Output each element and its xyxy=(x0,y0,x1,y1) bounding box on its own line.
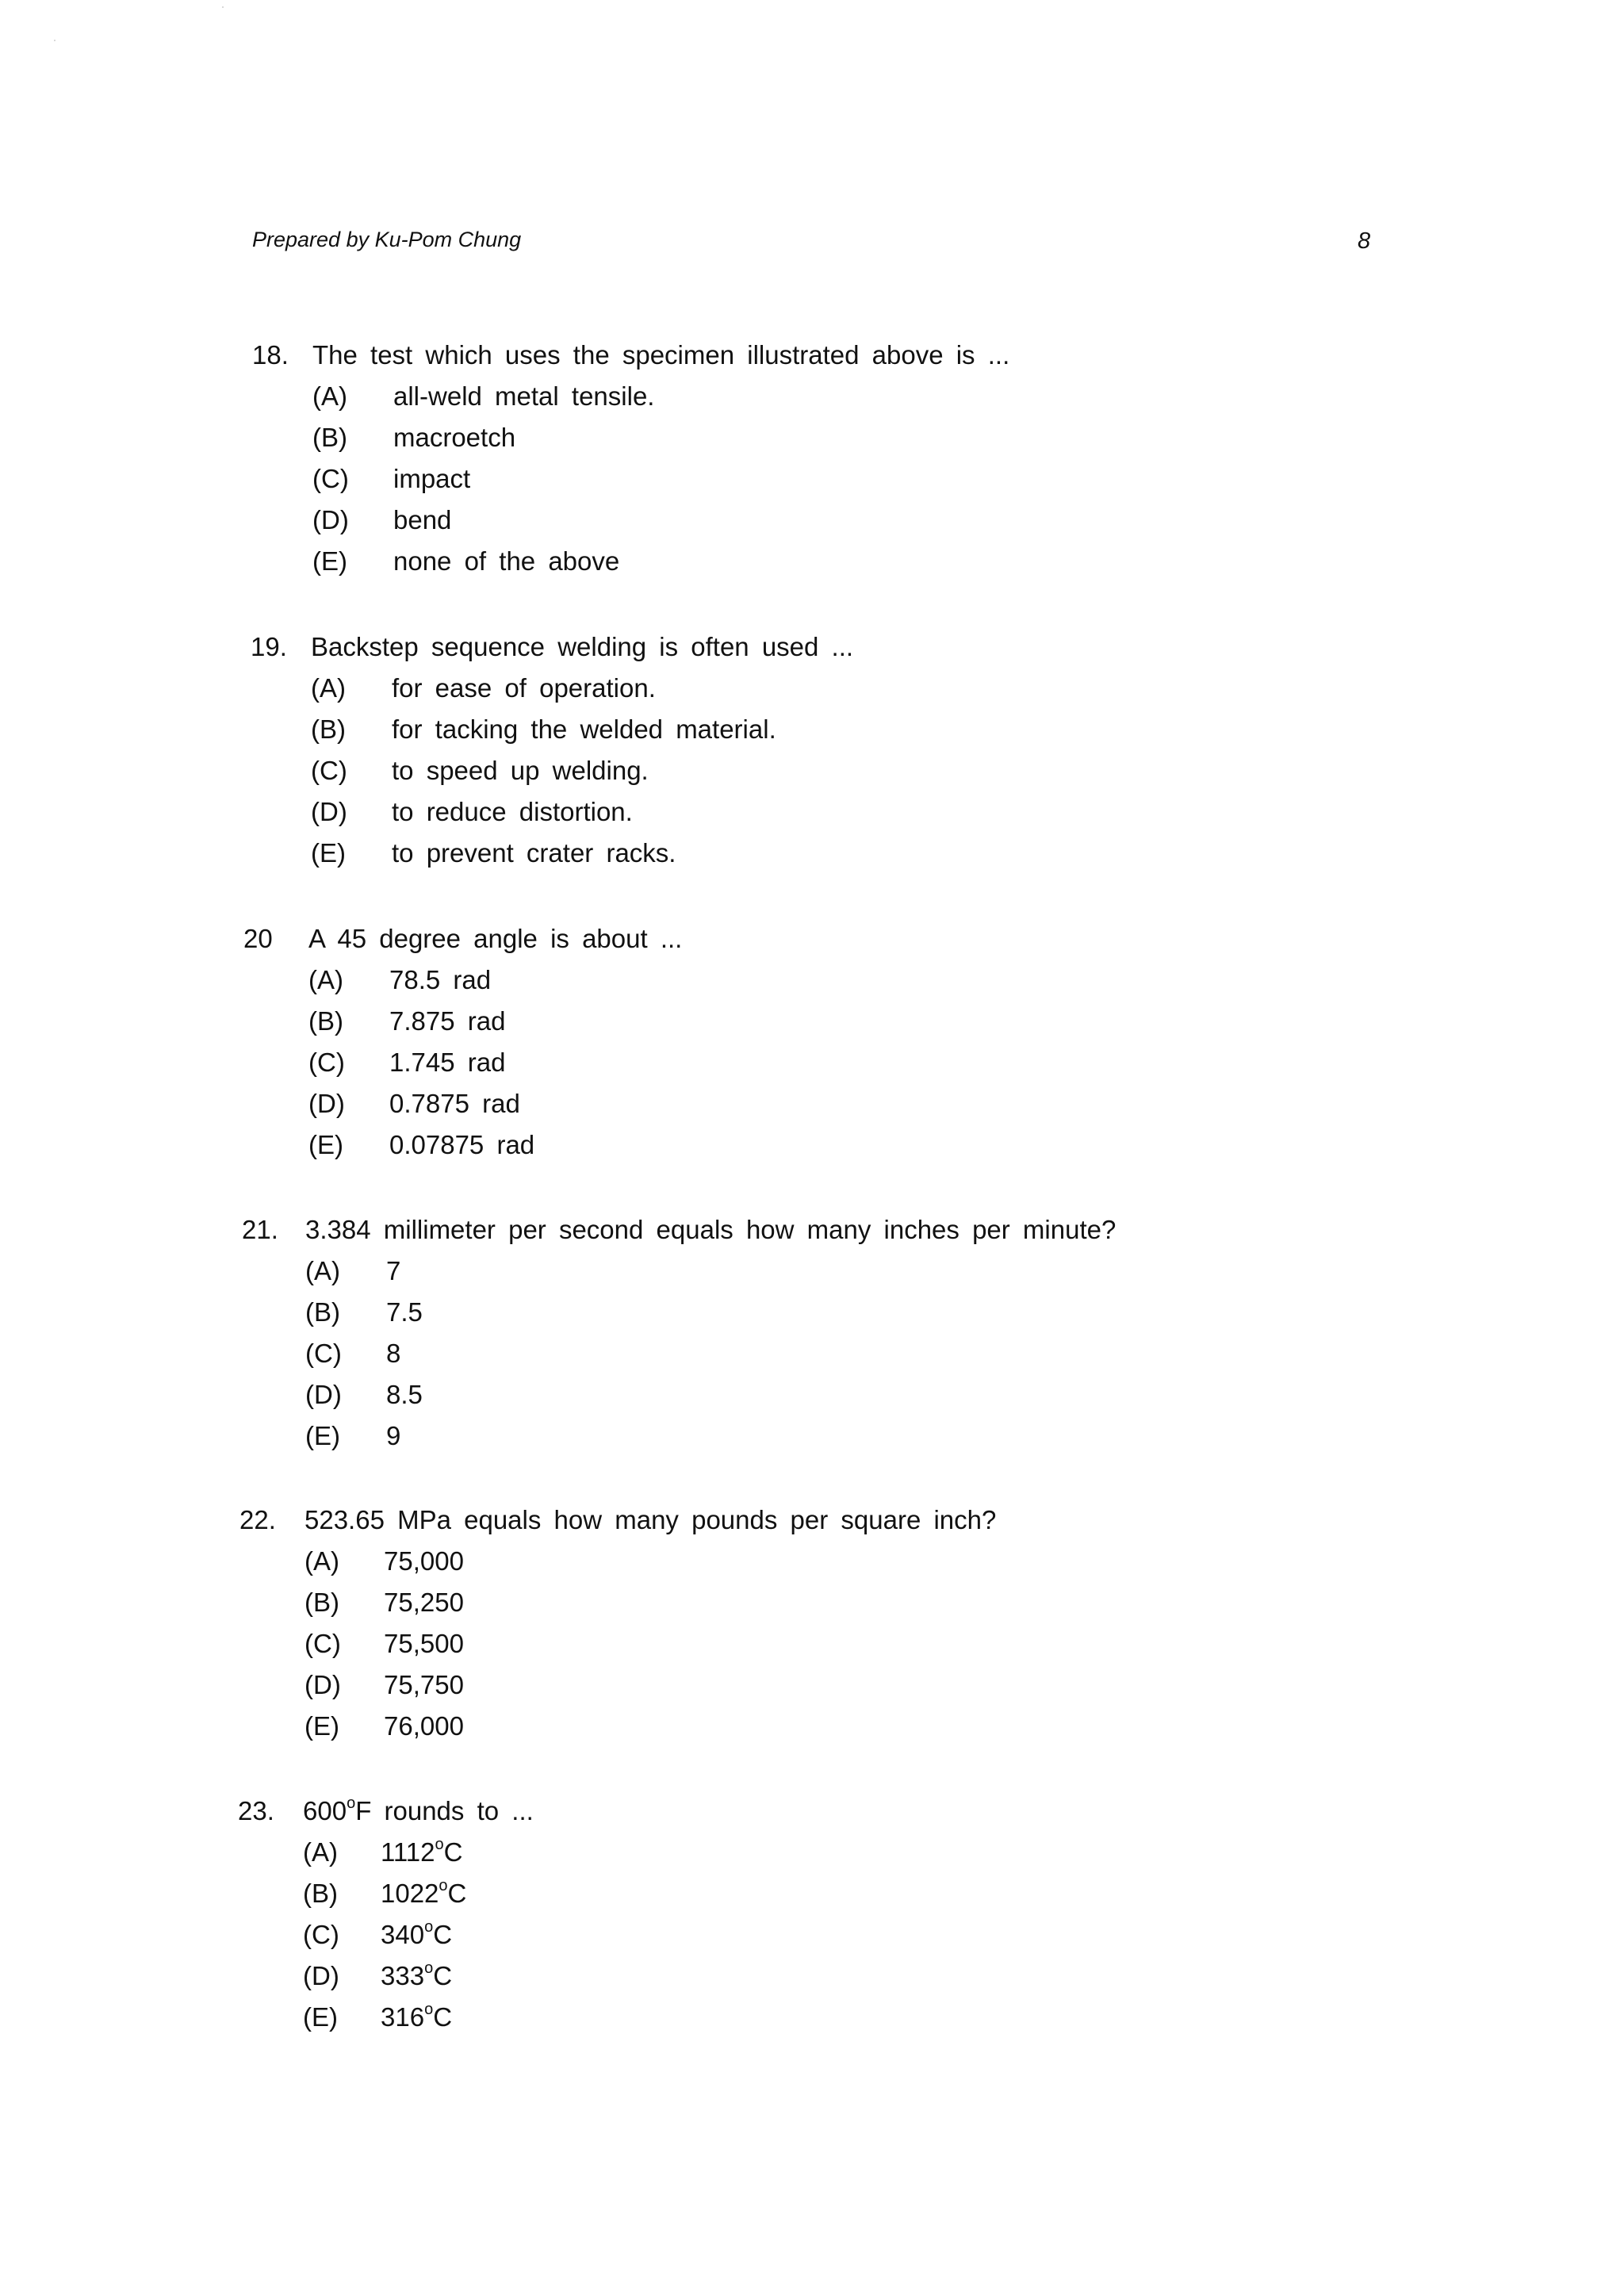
option-text: 78.5 rad xyxy=(389,965,492,994)
question-18 xyxy=(252,339,1442,587)
question-stem: 3.384 millimeter per second equals how many inches per minute? xyxy=(305,1215,1116,1244)
question-stem xyxy=(303,1795,534,1827)
option-a xyxy=(242,1255,1431,1297)
option-text: 75,500 xyxy=(384,1629,464,1658)
question-23 xyxy=(238,1795,1427,2043)
option-letter: (A) xyxy=(312,381,347,411)
option-c xyxy=(243,1047,1433,1088)
option-letter: (A) xyxy=(311,673,346,703)
option-c xyxy=(251,755,1440,796)
question-stem: Backstep sequence welding is often used ... xyxy=(311,632,854,661)
option-c xyxy=(242,1338,1431,1379)
option-letter: (E) xyxy=(308,1130,343,1159)
option-letter: (E) xyxy=(303,2002,338,2032)
option-text: macroetch xyxy=(393,423,516,452)
option-e xyxy=(238,2001,1427,2043)
option-text: 8 xyxy=(386,1339,401,1368)
option-b xyxy=(238,1878,1427,1919)
question-number: 23. xyxy=(238,1796,274,1825)
option-text: for ease of operation. xyxy=(392,673,656,703)
option-d xyxy=(238,1960,1427,2001)
question-number: 18. xyxy=(252,340,289,370)
option-letter: (D) xyxy=(305,1380,342,1409)
option-letter: (D) xyxy=(303,1961,339,1990)
option-text: 0.7875 rad xyxy=(389,1089,520,1118)
option-text: none of the above xyxy=(393,546,620,576)
question-number: 21. xyxy=(242,1215,278,1244)
option-text: 75,750 xyxy=(384,1670,464,1699)
option-d xyxy=(251,796,1440,837)
option-letter: (C) xyxy=(312,464,349,493)
option-letter: (D) xyxy=(308,1089,345,1118)
question-stem: 523.65 MPa equals how many pounds per square inch? xyxy=(304,1505,997,1534)
option-text: bend xyxy=(393,505,452,534)
degree-symbol: o xyxy=(435,1836,444,1853)
option-b xyxy=(252,422,1442,463)
option-letter: (B) xyxy=(312,423,347,452)
option-letter: (C) xyxy=(308,1048,345,1077)
option-text xyxy=(381,1960,452,1992)
option-c xyxy=(252,463,1442,504)
degree-symbol: o xyxy=(347,1795,356,1812)
option-text: to prevent crater racks. xyxy=(392,838,676,868)
option-letter: (B) xyxy=(303,1879,338,1908)
option-letter: (D) xyxy=(311,797,347,826)
prepared-by-header: Prepared by Ku-Pom Chung xyxy=(252,228,522,251)
option-c xyxy=(238,1919,1427,1960)
option-text xyxy=(381,2001,452,2033)
option-text: 7.875 rad xyxy=(389,1006,506,1036)
question-stem-rest: F rounds to ... xyxy=(355,1796,534,1825)
degree-symbol: o xyxy=(424,2001,434,2018)
option-text: 75,000 xyxy=(384,1546,464,1576)
question-19 xyxy=(251,631,1440,879)
question-22 xyxy=(239,1504,1429,1752)
option-text: 8.5 xyxy=(386,1380,423,1409)
page-number: 8 xyxy=(1358,228,1371,254)
option-text xyxy=(381,1837,462,1868)
temperature-unit: C xyxy=(433,1920,453,1949)
question-number: 22. xyxy=(239,1505,276,1534)
option-text: 7 xyxy=(386,1256,401,1285)
option-text: to speed up welding. xyxy=(392,756,649,785)
scan-speck xyxy=(54,40,56,41)
degree-symbol: o xyxy=(424,1918,434,1936)
option-letter: (B) xyxy=(305,1297,340,1327)
temperature-value: 1022 xyxy=(381,1879,439,1908)
option-b xyxy=(243,1006,1433,1047)
option-letter: (C) xyxy=(303,1920,339,1949)
option-a xyxy=(239,1546,1429,1587)
option-a xyxy=(238,1837,1427,1878)
question-number: 19. xyxy=(251,632,287,661)
option-letter: (A) xyxy=(308,965,343,994)
option-text: 75,250 xyxy=(384,1588,464,1617)
temperature-value: 1112 xyxy=(381,1837,435,1867)
option-text xyxy=(381,1878,466,1910)
option-b xyxy=(242,1297,1431,1338)
option-e xyxy=(239,1710,1429,1752)
option-letter: (B) xyxy=(304,1588,339,1617)
option-text: 1.745 rad xyxy=(389,1048,506,1077)
option-letter: (C) xyxy=(304,1629,341,1658)
option-text: all-weld metal tensile. xyxy=(393,381,655,411)
option-text: 9 xyxy=(386,1421,401,1450)
temperature-unit: C xyxy=(443,1837,463,1867)
question-number: 20 xyxy=(243,924,273,953)
option-c xyxy=(239,1628,1429,1669)
option-d xyxy=(243,1088,1433,1129)
temperature-value: 340 xyxy=(381,1920,425,1949)
temperature-unit: C xyxy=(447,1879,467,1908)
option-text: 76,000 xyxy=(384,1711,464,1741)
option-d xyxy=(252,504,1442,546)
option-letter: (C) xyxy=(305,1339,342,1368)
option-letter: (E) xyxy=(304,1711,339,1741)
option-letter: (B) xyxy=(308,1006,343,1036)
temperature-value: 333 xyxy=(381,1961,425,1990)
question-21 xyxy=(242,1214,1431,1461)
option-letter: (A) xyxy=(304,1546,339,1576)
temperature-value: 316 xyxy=(381,2002,425,2032)
option-letter: (A) xyxy=(305,1256,340,1285)
option-d xyxy=(242,1379,1431,1420)
option-letter: (D) xyxy=(304,1670,341,1699)
option-text: impact xyxy=(393,464,471,493)
option-letter: (E) xyxy=(311,838,346,868)
degree-symbol: o xyxy=(439,1877,448,1894)
option-letter: (C) xyxy=(311,756,347,785)
option-letter: (E) xyxy=(312,546,347,576)
option-text: for tacking the welded material. xyxy=(392,714,776,744)
degree-symbol: o xyxy=(424,1959,434,1977)
question-20 xyxy=(243,923,1433,1170)
option-text: 7.5 xyxy=(386,1297,423,1327)
option-e xyxy=(242,1420,1431,1461)
option-b xyxy=(239,1587,1429,1628)
option-letter: (B) xyxy=(311,714,346,744)
option-d xyxy=(239,1669,1429,1710)
option-b xyxy=(251,714,1440,755)
option-a xyxy=(251,672,1440,714)
question-stem: A 45 degree angle is about ... xyxy=(308,924,683,953)
option-text: 0.07875 rad xyxy=(389,1130,535,1159)
option-a xyxy=(252,381,1442,422)
option-letter: (E) xyxy=(305,1421,340,1450)
temperature-value: 600 xyxy=(303,1796,347,1825)
option-e xyxy=(252,546,1442,587)
option-text: to reduce distortion. xyxy=(392,797,633,826)
option-e xyxy=(243,1129,1433,1170)
option-a xyxy=(243,964,1433,1006)
option-text xyxy=(381,1919,452,1951)
option-e xyxy=(251,837,1440,879)
option-letter: (A) xyxy=(303,1837,338,1867)
option-letter: (D) xyxy=(312,505,349,534)
question-stem: The test which uses the specimen illustrated above is ... xyxy=(312,340,1010,370)
temperature-unit: C xyxy=(433,1961,453,1990)
temperature-unit: C xyxy=(433,2002,453,2032)
scan-speck xyxy=(222,6,224,8)
